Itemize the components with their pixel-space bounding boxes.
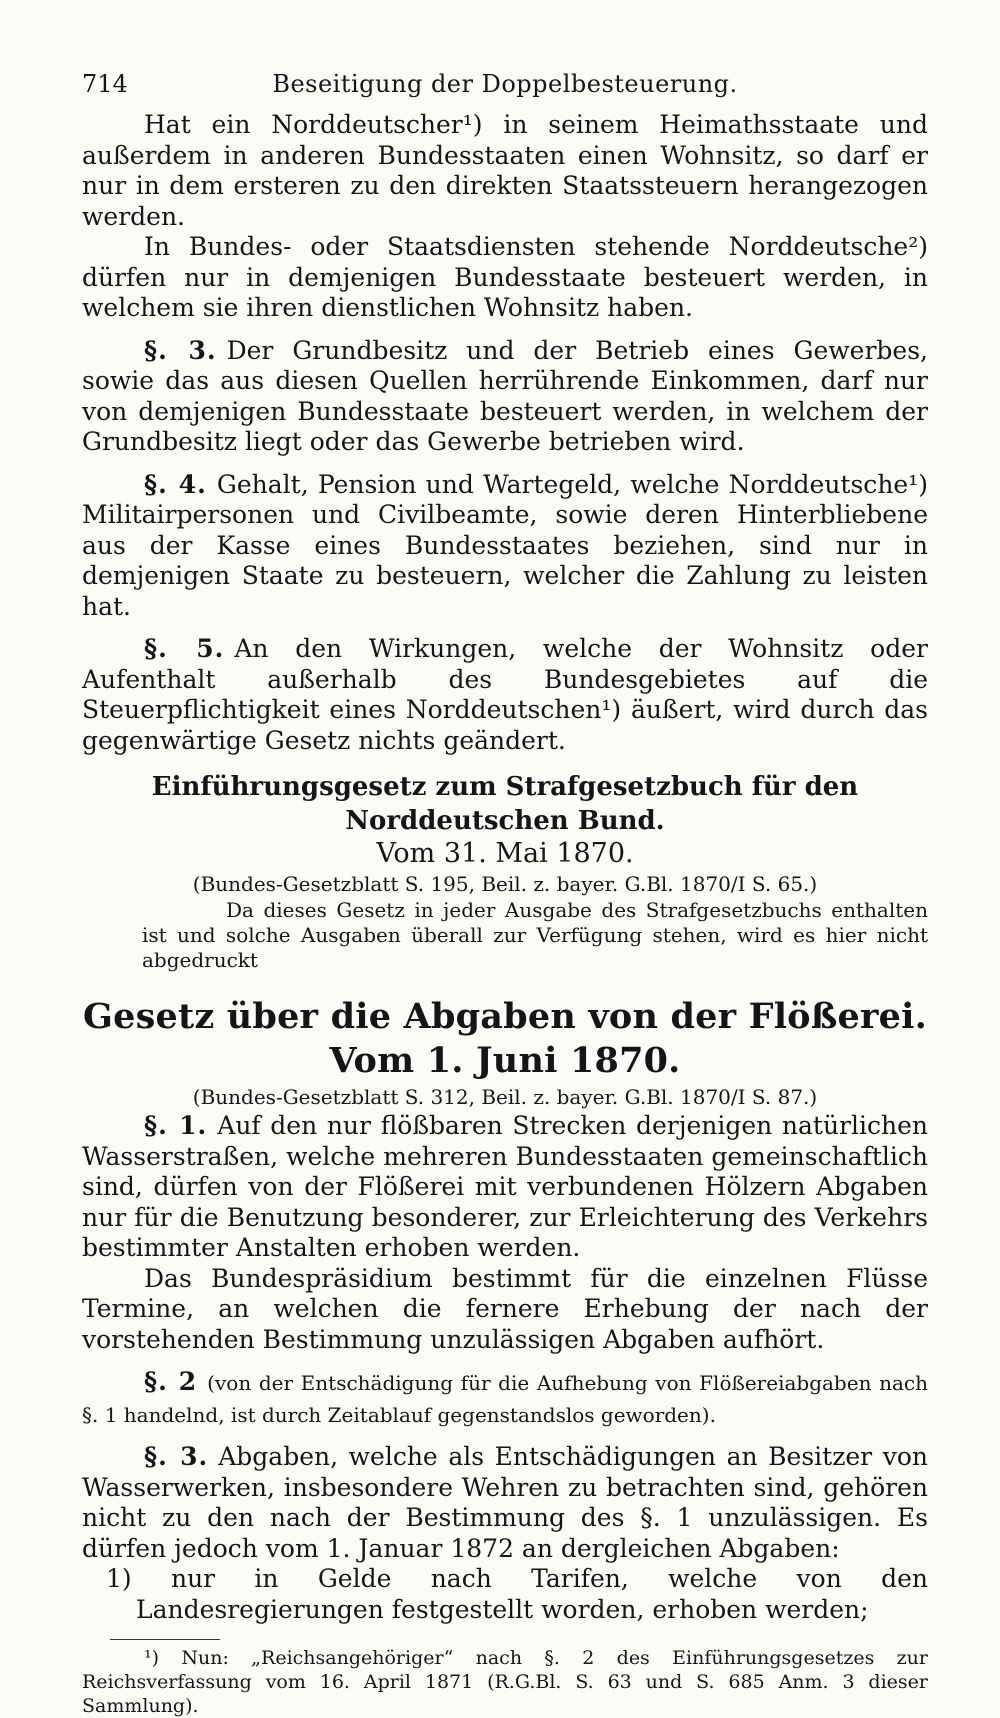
- section-label: §. 3.: [144, 335, 217, 365]
- section-label: §. 3.: [144, 1442, 209, 1471]
- running-title: Beseitigung der Doppelbesteuerung.: [272, 70, 738, 98]
- einfuehrungsgesetz-source: (Bundes-Gesetzblatt S. 195, Beil. z. bayer. G.Bl. 1870/I S. 65.): [192, 872, 818, 896]
- section-text: Abgaben, welche als Entschädigungen an Besitzer von Wasserwerken, insbesondere Wehren zu betrachten sind, gehören nicht zu den nach der Bestimmung des §. 1 unzulässigen. Es dürfen jedoch vom 1. Januar 1872 an dergleichen Abgaben:: [82, 1442, 928, 1563]
- einfuehrungsgesetz-note: Da dieses Gesetz in jeder Ausgabe des Strafgesetzbuchs enthalten ist und solche Ausgaben überall zur Verfügung stehen, wird es hier nicht abgedruckt: [142, 898, 928, 972]
- einfuehrungsgesetz-date: Vom 31. Mai 1870.: [376, 838, 634, 869]
- paragraph-civil-servants: In Bundes- oder Staatsdiensten stehende Norddeutsche²) dürfen nur in demjenigen Bundesstaate besteuert werden, in welchem sie ihren dienstlichen Wohnsitz haben.: [82, 232, 928, 322]
- section-label: §. 2: [144, 1367, 198, 1396]
- section-label: §. 5.: [144, 634, 225, 663]
- section-text: An den Wirkungen, welche der Wohnsitz oder Aufenthalt außerhalb des Bundesgebietes auf die Steuerpflichtigkeit eines Norddeutschen¹) äußert, wird durch das gegenwärtige Gesetz nichts geändert.: [82, 634, 928, 755]
- page-header: [82, 70, 928, 110]
- section-text: (von der Entschädigung für die Aufhebung von Flößereiabgaben nach §. 1 handelnd, ist durch Zeitablauf gegenstandslos geworden).: [82, 1371, 928, 1427]
- section-5-wohnsitz: [82, 634, 928, 756]
- floesserei-law-title: Gesetz über die Abgaben von der Flößerei. Vom 1. Juni 1870.: [83, 996, 927, 1081]
- section-4-gehalt: [82, 470, 928, 623]
- footnote-1: ¹) Nun: „Reichsangehöriger“ nach §. 2 des Einführungsgesetzes zur Reichsverfassung vom 16. April 1871 (R.G.Bl. S. 63 und S. 685 Anm. 3 dieser Sammlung).: [82, 1647, 928, 1717]
- section-label: §. 4.: [144, 469, 207, 499]
- page-number: 714: [82, 70, 128, 98]
- section-text: Gehalt, Pension und Wartegeld, welche Norddeutsche¹) Militairpersonen und Civilbeamte, sowie deren Hinterbliebene aus der Kasse eines Bundesstaates beziehen, sind nur in demjenigen Staate zu besteuern, welcher die Zahlung zu leisten hat.: [82, 469, 928, 621]
- floesserei-section-3: [82, 1442, 928, 1564]
- section-3-grundbesitz: [82, 336, 928, 458]
- floesserei-section-2: [82, 1367, 928, 1430]
- floesserei-law-source: (Bundes-Gesetzblatt S. 312, Beil. z. bayer. G.Bl. 1870/I S. 87.): [192, 1085, 818, 1109]
- floesserei-section-1: [82, 1111, 928, 1264]
- floesserei-list-item-1: 1) nur in Gelde nach Tarifen, welche von den Landesregierungen festgestellt worden, erhoben werden;: [106, 1564, 928, 1624]
- einfuehrungsgesetz-title: Einführungsgesetz zum Strafgesetzbuch für den Norddeutschen Bund.: [151, 772, 859, 836]
- floesserei-paragraph-termine: Das Bundespräsidium bestimmt für die einzelnen Flüsse Termine, an welchen die fernere Erhebung der nach der vorstehenden Bestimmung unzulässigen Abgaben aufhört.: [82, 1263, 928, 1354]
- section-label: §. 1.: [144, 1111, 208, 1140]
- section-text: Auf den nur flößbaren Strecken derjenigen natürlichen Wasserstraßen, welche mehreren Bundesstaaten gemeinschaftlich sind, dürfen von der Flößerei mit verbundenen Hölzern Abgaben nur für die Benutzung besonderer, zur Erleichterung des Verkehrs bestimmter Anstalten erhoben werden.: [82, 1111, 928, 1262]
- paragraph-residence: Hat ein Norddeutscher¹) in seinem Heimathsstaate und außerdem in anderen Bundesstaaten einen Wohnsitz, so darf er nur in dem ersteren zu den direkten Staatssteuern herangezogen werden.: [82, 110, 928, 231]
- section-text: Der Grundbesitz und der Betrieb eines Gewerbes, sowie das aus diesen Quellen herrührende Einkommen, darf nur von demjenigen Bundesstaate besteuert werden, in welchem der Grundbesitz liegt oder das Gewerbe betrieben wird.: [82, 335, 928, 456]
